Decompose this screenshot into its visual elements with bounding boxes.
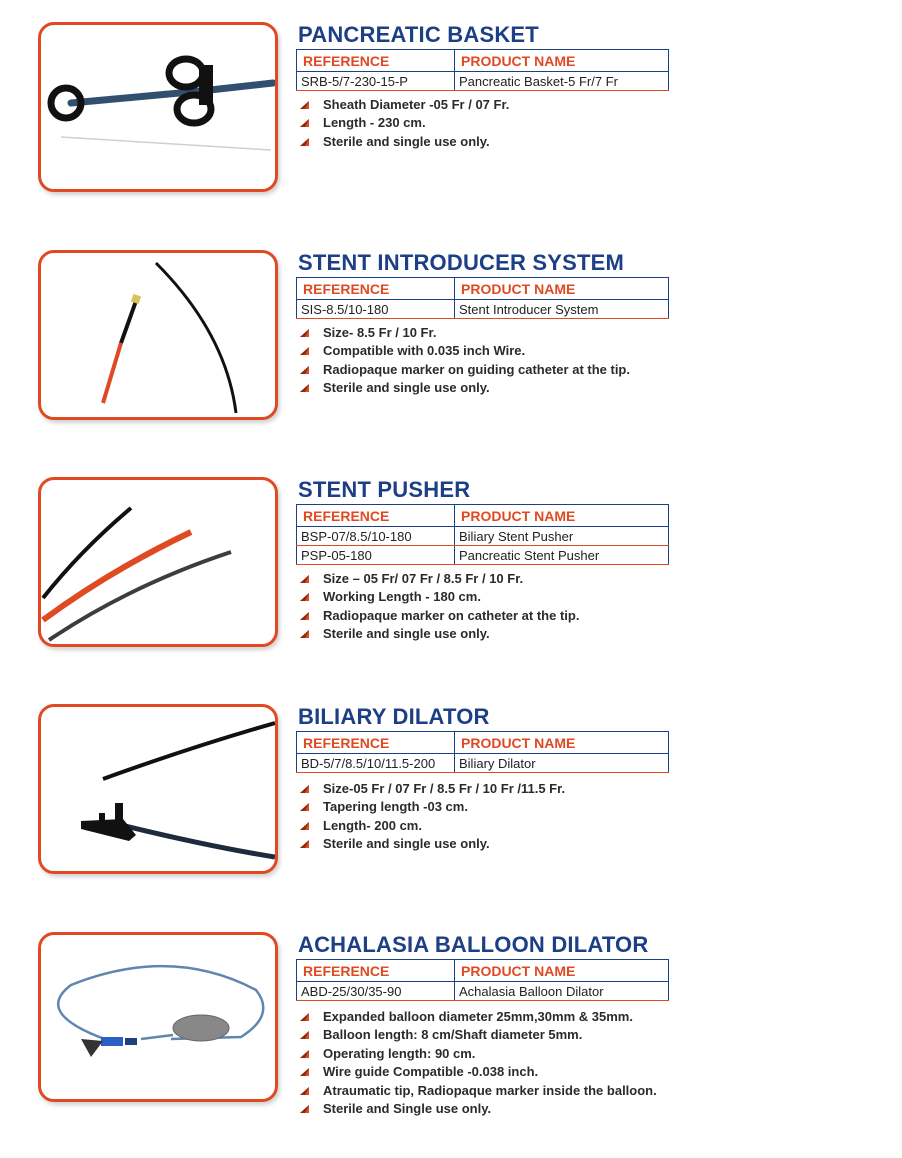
feature-item <box>298 625 579 643</box>
table-row <box>297 300 669 319</box>
feature-item <box>298 342 630 360</box>
product-name-header: PRODUCT NAME <box>455 732 669 754</box>
feature-text: Working Length - 180 cm. <box>323 589 481 605</box>
feature-text: Tapering length -03 cm. <box>323 799 468 815</box>
arrow-bullet-icon <box>300 821 310 831</box>
arrow-bullet-icon <box>300 383 310 393</box>
reference-header: REFERENCE <box>297 50 455 72</box>
feature-item <box>298 835 565 853</box>
product-name-cell: Stent Introducer System <box>455 300 669 319</box>
reference-header: REFERENCE <box>297 732 455 754</box>
feature-item <box>298 1045 657 1063</box>
spec-table-header <box>297 50 669 72</box>
feature-text: Compatible with 0.035 inch Wire. <box>323 343 526 359</box>
product-photo-stent-pusher <box>38 477 278 647</box>
feature-text: Radiopaque marker on catheter at the tip. <box>323 607 580 623</box>
stent-introducer-illustration <box>41 253 275 417</box>
product-name-header: PRODUCT NAME <box>455 505 669 527</box>
product-photo-biliary-dilator <box>38 704 278 874</box>
feature-item <box>298 607 579 625</box>
reference-cell: PSP-05-180 <box>297 546 455 565</box>
feature-text: Radiopaque marker on guiding catheter at the tip. <box>323 361 630 377</box>
product-name-header: PRODUCT NAME <box>455 960 669 982</box>
reference-header: REFERENCE <box>297 960 455 982</box>
feature-text: Size – 05 Fr/ 07 Fr / 8.5 Fr / 10 Fr. <box>323 571 524 586</box>
table-row <box>297 527 669 546</box>
feature-list <box>298 324 630 398</box>
arrow-bullet-icon <box>300 574 310 584</box>
table-row <box>297 546 669 565</box>
spec-table <box>296 49 669 91</box>
feature-text: Size- 8.5 Fr / 10 Fr. <box>323 325 437 340</box>
arrow-bullet-icon <box>300 1049 310 1059</box>
product-photo-achalasia-balloon <box>38 932 278 1102</box>
arrow-bullet-icon <box>300 1086 310 1096</box>
arrow-bullet-icon <box>300 1012 310 1022</box>
table-row <box>297 982 669 1001</box>
spec-table-header <box>297 732 669 754</box>
arrow-bullet-icon <box>300 1104 310 1114</box>
feature-item <box>298 1063 657 1081</box>
product-photo-pancreatic-basket <box>38 22 278 192</box>
feature-item <box>298 1100 657 1118</box>
feature-item <box>298 1026 657 1044</box>
reference-cell: ABD-25/30/35-90 <box>297 982 455 1001</box>
reference-cell: BSP-07/8.5/10-180 <box>297 527 455 546</box>
feature-list <box>298 780 565 854</box>
product-name-cell: Pancreatic Basket-5 Fr/7 Fr <box>455 72 669 91</box>
product-title: ACHALASIA BALLOON DILATOR <box>298 932 649 957</box>
feature-item <box>298 1082 657 1100</box>
product-name-cell: Pancreatic Stent Pusher <box>455 546 669 565</box>
spec-table-header <box>297 505 669 527</box>
product-achalasia-balloon-dilator <box>0 932 902 1132</box>
feature-item <box>298 114 509 132</box>
arrow-bullet-icon <box>300 592 310 602</box>
arrow-bullet-icon <box>300 118 310 128</box>
feature-item <box>298 324 630 342</box>
feature-text: Atraumatic tip, Radiopaque marker inside the balloon. <box>323 1082 657 1098</box>
feature-text: Length - 230 cm. <box>323 115 426 131</box>
feature-text: Sterile and single use only. <box>323 133 490 149</box>
arrow-bullet-icon <box>300 100 310 110</box>
feature-list <box>298 570 579 644</box>
product-name-cell: Achalasia Balloon Dilator <box>455 982 669 1001</box>
pancreatic-basket-illustration <box>41 25 275 189</box>
product-name-header: PRODUCT NAME <box>455 278 669 300</box>
spec-table <box>296 731 669 773</box>
reference-cell: SRB-5/7-230-15-P <box>297 72 455 91</box>
product-photo-stent-introducer <box>38 250 278 420</box>
arrow-bullet-icon <box>300 839 310 849</box>
feature-item <box>298 1008 657 1026</box>
arrow-bullet-icon <box>300 346 310 356</box>
biliary-dilator-illustration <box>41 707 275 871</box>
arrow-bullet-icon <box>300 802 310 812</box>
arrow-bullet-icon <box>300 1067 310 1077</box>
feature-item <box>298 817 565 835</box>
feature-list <box>298 1008 657 1118</box>
feature-item <box>298 379 630 397</box>
feature-item <box>298 96 509 114</box>
table-row <box>297 72 669 91</box>
feature-item <box>298 588 579 606</box>
product-title: BILIARY DILATOR <box>298 704 490 729</box>
reference-header: REFERENCE <box>297 505 455 527</box>
stent-pusher-illustration <box>41 480 275 644</box>
feature-item <box>298 780 565 798</box>
feature-text: Sterile and single use only. <box>323 380 490 396</box>
product-title: PANCREATIC BASKET <box>298 22 539 47</box>
arrow-bullet-icon <box>300 629 310 639</box>
feature-text: Sterile and Single use only. <box>323 1100 492 1116</box>
feature-list <box>298 96 509 151</box>
product-name-header: PRODUCT NAME <box>455 50 669 72</box>
arrow-bullet-icon <box>300 328 310 338</box>
feature-text: Size-05 Fr / 07 Fr / 8.5 Fr / 10 Fr /11.5 Fr. <box>323 781 566 796</box>
feature-text: Expanded balloon diameter 25mm,30mm & 35mm. <box>323 1009 633 1024</box>
achalasia-balloon-illustration <box>41 935 275 1099</box>
feature-text: Sterile and single use only. <box>323 836 490 852</box>
reference-cell: BD-5/7/8.5/10/11.5-200 <box>297 754 455 773</box>
arrow-bullet-icon <box>300 611 310 621</box>
reference-cell: SIS-8.5/10-180 <box>297 300 455 319</box>
feature-item <box>298 570 579 588</box>
feature-text: Sterile and single use only. <box>323 626 490 642</box>
feature-item <box>298 133 509 151</box>
feature-text: Sheath Diameter -05 Fr / 07 Fr. <box>323 97 510 112</box>
product-pancreatic-basket <box>0 22 902 222</box>
arrow-bullet-icon <box>300 137 310 147</box>
spec-table-header <box>297 960 669 982</box>
table-row <box>297 754 669 773</box>
feature-text: Length- 200 cm. <box>323 817 422 833</box>
arrow-bullet-icon <box>300 1030 310 1040</box>
feature-text: Wire guide Compatible -0.038 inch. <box>323 1064 539 1080</box>
feature-item <box>298 798 565 816</box>
arrow-bullet-icon <box>300 365 310 375</box>
product-title: STENT PUSHER <box>298 477 471 502</box>
spec-table-header <box>297 278 669 300</box>
product-name-cell: Biliary Stent Pusher <box>455 527 669 546</box>
product-stent-introducer-system <box>0 250 902 450</box>
arrow-bullet-icon <box>300 784 310 794</box>
spec-table <box>296 277 669 319</box>
feature-item <box>298 361 630 379</box>
product-title: STENT INTRODUCER SYSTEM <box>298 250 625 275</box>
product-name-cell: Biliary Dilator <box>455 754 669 773</box>
product-biliary-dilator <box>0 704 902 904</box>
reference-header: REFERENCE <box>297 278 455 300</box>
feature-text: Balloon length: 8 cm/Shaft diameter 5mm. <box>323 1027 583 1043</box>
spec-table <box>296 959 669 1001</box>
spec-table <box>296 504 669 565</box>
feature-text: Operating length: 90 cm. <box>323 1045 476 1061</box>
product-stent-pusher <box>0 477 902 677</box>
